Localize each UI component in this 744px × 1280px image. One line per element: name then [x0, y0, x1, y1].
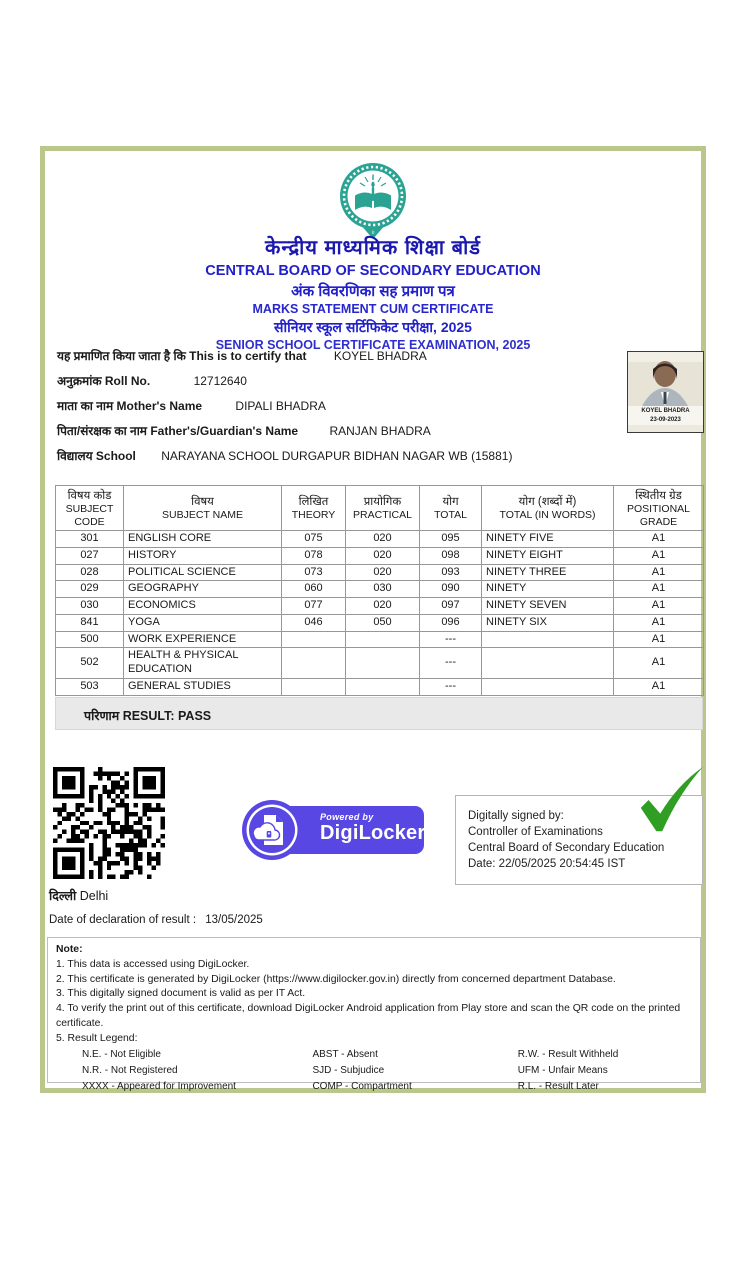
header-positional-grade: स्थितीय ग्रेड POSITIONAL GRADE	[614, 486, 704, 531]
board-name-hindi: केन्द्रीय माध्यमिक शिक्षा बोर्ड	[265, 237, 481, 259]
digilocker-name: DigiLocker	[320, 822, 426, 844]
cell-name: ECONOMICS	[124, 598, 282, 615]
roll-label-hindi: अनुक्रमांक	[57, 374, 102, 388]
father-name: RANJAN BHADRA	[329, 424, 431, 438]
marks-table-body	[56, 531, 704, 696]
certificate	[40, 146, 706, 1093]
roll-label-english: Roll No.	[104, 374, 151, 388]
marks-table-header	[56, 486, 704, 531]
marks-table-row	[56, 631, 704, 648]
header-total-words: योग (शब्दों में) TOTAL (IN WORDS)	[482, 486, 614, 531]
note-title: Note:	[56, 944, 83, 955]
legend-item: XXXX - Appeared for Improvement	[82, 1081, 236, 1093]
cell-grade: A1	[614, 531, 704, 548]
exam-title-english: SENIOR SCHOOL CERTIFICATE EXAMINATION, 2025	[215, 338, 531, 353]
cell-words: NINETY	[482, 581, 614, 598]
certify-label-hindi: यह प्रमाणित किया जाता है कि	[57, 349, 186, 363]
marks-table-row	[56, 648, 704, 679]
student-info	[57, 347, 512, 472]
student-name: KOYEL BHADRA	[333, 349, 427, 363]
mother-label-english: Mother's Name	[116, 399, 203, 413]
signature-valid-check-icon	[631, 763, 709, 844]
cell-practical	[346, 631, 420, 648]
marks-table-row	[56, 547, 704, 564]
cell-name: POLITICAL SCIENCE	[124, 564, 282, 581]
marks-table	[55, 485, 704, 696]
legend-item: R.L. - Result Later	[517, 1081, 599, 1093]
exam-title-hindi: सीनियर स्कूल सर्टिफिकेट परीक्षा, 2025	[274, 319, 472, 336]
cell-total: ---	[420, 678, 482, 695]
cell-code: 503	[56, 678, 124, 695]
cell-theory: 077	[282, 598, 346, 615]
roll-row	[57, 372, 512, 397]
legend-item: R.W. - Result Withheld	[517, 1049, 619, 1061]
marks-table-row	[56, 614, 704, 631]
header-titles	[45, 237, 701, 353]
student-photo	[627, 351, 704, 433]
header-practical: प्रायोगिक PRACTICAL	[346, 486, 420, 531]
cell-words	[482, 648, 614, 679]
cell-theory	[282, 678, 346, 695]
legend-column	[518, 1047, 692, 1095]
cell-code: 030	[56, 598, 124, 615]
cell-name: HISTORY	[124, 547, 282, 564]
result-label-hindi: परिणाम	[84, 709, 120, 723]
signature-line-1: Digitally signed by:	[468, 810, 564, 822]
cell-total: 097	[420, 598, 482, 615]
logo-motto-text: ॥	[371, 230, 375, 236]
note-line: 4. To verify the print out of this certificate, download DigiLocker Android application from Play store and scan the QR code on the printed certificate.	[56, 1003, 681, 1029]
father-label-hindi: पिता/संरक्षक का नाम	[57, 424, 147, 438]
cell-theory	[282, 631, 346, 648]
school-label-hindi: विद्यालय	[57, 449, 93, 463]
cell-code: 502	[56, 648, 124, 679]
legend-item: N.R. - Not Registered	[82, 1065, 178, 1077]
cell-name: ENGLISH CORE	[124, 531, 282, 548]
mother-label-hindi: माता का नाम	[57, 399, 114, 413]
cell-code: 500	[56, 631, 124, 648]
legend-item: COMP - Compartment	[312, 1081, 412, 1093]
cell-practical: 020	[346, 564, 420, 581]
declaration-line	[49, 914, 263, 926]
place-hindi: दिल्ली	[49, 889, 77, 903]
cell-code: 027	[56, 547, 124, 564]
cell-name: GENERAL STUDIES	[124, 678, 282, 695]
cell-words: NINETY EIGHT	[482, 547, 614, 564]
digilocker-logo-icon	[242, 800, 302, 865]
cell-theory: 046	[282, 614, 346, 631]
cell-practical: 020	[346, 598, 420, 615]
cell-code: 029	[56, 581, 124, 598]
place-english: Delhi	[79, 889, 109, 903]
certify-row	[57, 347, 512, 372]
cell-words: NINETY FIVE	[482, 531, 614, 548]
header-total: योग TOTAL	[420, 486, 482, 531]
note-line: 3. This digitally signed document is valid as per IT Act.	[56, 988, 306, 1000]
cell-name: GEOGRAPHY	[124, 581, 282, 598]
cell-total: 095	[420, 531, 482, 548]
cell-grade: A1	[614, 678, 704, 695]
place-line	[49, 887, 108, 904]
school-name: NARAYANA SCHOOL DURGAPUR BIDHAN NAGAR WB (15881)	[161, 449, 513, 463]
marks-table-row	[56, 581, 704, 598]
cell-grade: A1	[614, 564, 704, 581]
cell-theory: 078	[282, 547, 346, 564]
certify-label-english: This is to certify that	[189, 349, 307, 363]
digilocker-badge	[242, 800, 426, 860]
cell-grade: A1	[614, 631, 704, 648]
cell-theory	[282, 648, 346, 679]
cell-code: 301	[56, 531, 124, 548]
cell-theory: 075	[282, 531, 346, 548]
mother-name: DIPALI BHADRA	[235, 399, 326, 413]
marks-table-row	[56, 564, 704, 581]
cell-theory: 073	[282, 564, 346, 581]
mother-row	[57, 397, 512, 422]
cell-grade: A1	[614, 598, 704, 615]
qr-code	[53, 767, 165, 879]
note-lines	[56, 958, 692, 1047]
note-box	[47, 937, 701, 1093]
photo-caption-name: KOYEL BHADRA	[641, 408, 690, 414]
signature-line-4: Date: 22/05/2025 20:54:45 IST	[468, 858, 626, 871]
cell-practical	[346, 648, 420, 679]
cell-grade: A1	[614, 581, 704, 598]
note-line: 5. Result Legend:	[56, 1032, 138, 1044]
cell-name: YOGA	[124, 614, 282, 631]
cell-grade: A1	[614, 614, 704, 631]
result-value: RESULT: PASS	[122, 709, 212, 723]
school-label-english: School	[95, 449, 136, 463]
cell-words	[482, 631, 614, 648]
cell-grade: A1	[614, 648, 704, 679]
declaration-label: Date of declaration of result :	[49, 914, 197, 926]
doc-title-english: MARKS STATEMENT CUM CERTIFICATE	[252, 301, 494, 316]
cell-words	[482, 678, 614, 695]
cell-total: 098	[420, 547, 482, 564]
legend-item: N.E. - Not Eligible	[82, 1049, 161, 1061]
result-strip	[55, 697, 703, 730]
marks-table-row	[56, 598, 704, 615]
cell-words: NINETY THREE	[482, 564, 614, 581]
cell-total: 096	[420, 614, 482, 631]
cell-grade: A1	[614, 547, 704, 564]
cell-code: 028	[56, 564, 124, 581]
cell-name: HEALTH & PHYSICAL EDUCATION	[124, 648, 282, 679]
marks-table-row	[56, 678, 704, 695]
school-row	[57, 447, 512, 472]
cell-words: NINETY SEVEN	[482, 598, 614, 615]
cell-practical: 050	[346, 614, 420, 631]
cell-practical: 020	[346, 547, 420, 564]
board-name-english: CENTRAL BOARD OF SECONDARY EDUCATION	[205, 263, 541, 279]
cell-total: ---	[420, 631, 482, 648]
cell-total: 093	[420, 564, 482, 581]
cell-code: 841	[56, 614, 124, 631]
doc-title-hindi: अंक विवरणिका सह प्रमाण पत्र	[291, 282, 455, 300]
father-row	[57, 422, 512, 447]
cell-practical: 030	[346, 581, 420, 598]
note-line: 1. This data is accessed using DigiLocker.	[56, 958, 250, 970]
cell-total: 090	[420, 581, 482, 598]
declaration-date: 13/05/2025	[205, 914, 263, 926]
legend-item: UFM - Unfair Means	[517, 1065, 608, 1077]
result-legend	[56, 1047, 692, 1095]
father-label-english: Father's/Guardian's Name	[150, 424, 299, 438]
cell-total: ---	[420, 648, 482, 679]
marks-table-row	[56, 531, 704, 548]
roll-number: 12712640	[193, 374, 247, 388]
photo-caption-date: 23-09-2023	[650, 417, 681, 423]
legend-item: ABST - Absent	[312, 1049, 378, 1061]
digilocker-powered-by: Powered by	[320, 812, 374, 822]
cell-practical	[346, 678, 420, 695]
legend-column	[82, 1047, 312, 1095]
header-subject-name: विषय SUBJECT NAME	[124, 486, 282, 531]
cell-name: WORK EXPERIENCE	[124, 631, 282, 648]
note-line: 2. This certificate is generated by DigiLocker (https://www.digilocker.gov.in) directly from concerned department Database.	[56, 973, 616, 985]
student-photo-image	[628, 352, 703, 406]
cell-theory: 060	[282, 581, 346, 598]
legend-column	[312, 1047, 517, 1095]
cell-practical: 020	[346, 531, 420, 548]
header-subject-code: विषय कोड SUBJECT CODE	[56, 486, 124, 531]
header-theory: लिखित THEORY	[282, 486, 346, 531]
signature-line-3: Central Board of Secondary Education	[468, 842, 665, 855]
legend-item: SJD - Subjudice	[312, 1065, 385, 1077]
signature-line-2: Controller of Examinations	[468, 826, 603, 839]
cell-words: NINETY SIX	[482, 614, 614, 631]
